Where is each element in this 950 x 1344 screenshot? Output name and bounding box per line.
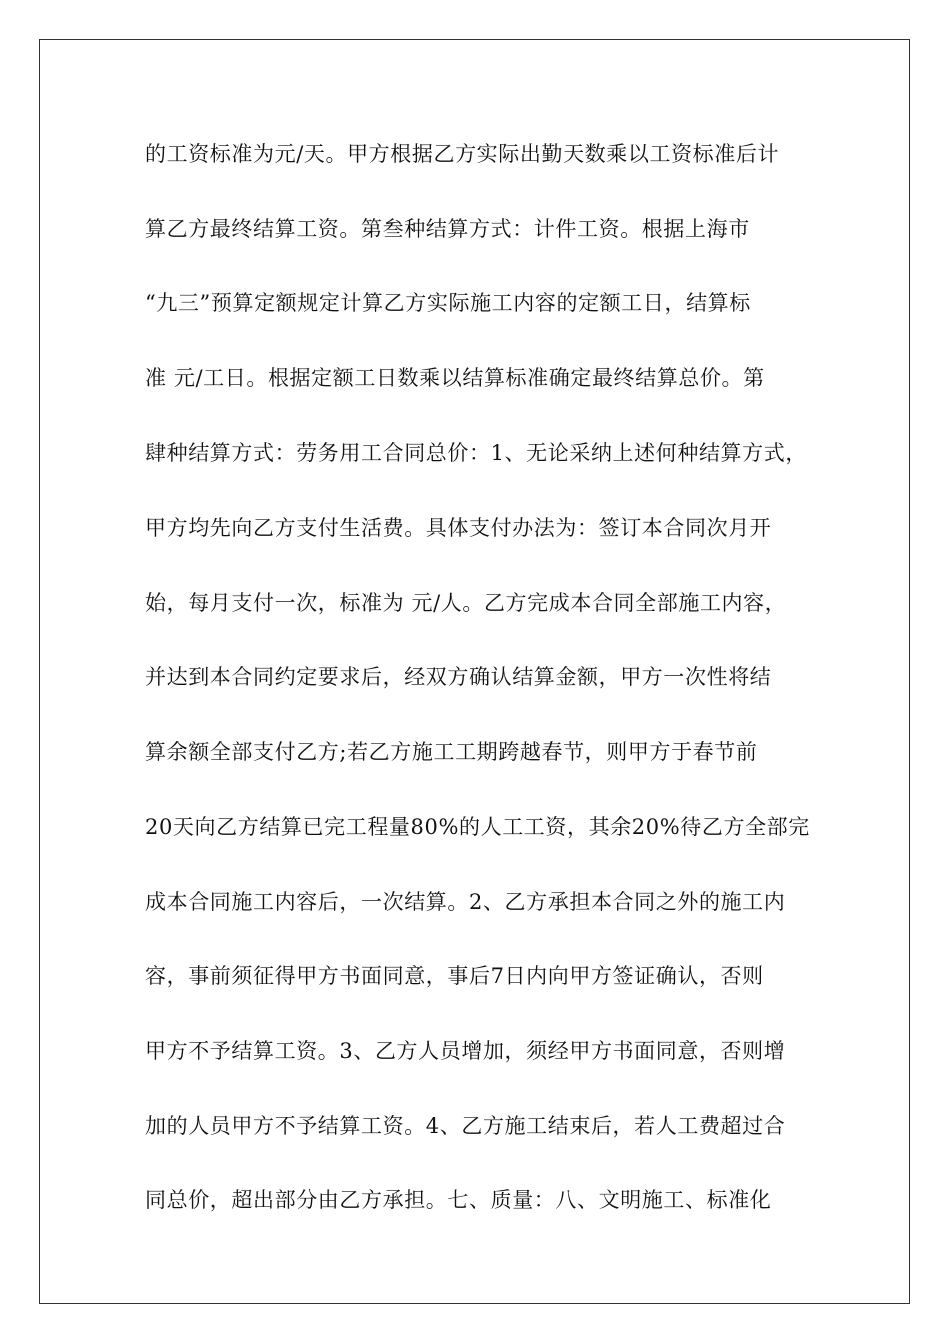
document-text-line: 容，事前须征得甲方书面同意，事后7日内向甲方签证确认，否则 xyxy=(145,964,764,988)
document-text-line: 始，每月支付一次，标准为 元/人。乙方完成本合同全部施工内容， xyxy=(145,591,787,615)
document-text-line: 加的人员甲方不予结算工资。4、乙方施工结束后，若人工费超过合 xyxy=(145,1114,786,1138)
document-text-line: “九三”预算定额规定计算乙方实际施工内容的定额工日，结算标 xyxy=(145,291,751,315)
document-text-line: 算乙方最终结算工资。第叁种结算方式：计件工资。根据上海市 xyxy=(145,217,750,241)
document-text-line: 甲方不予结算工资。3、乙方人员增加，须经甲方书面同意，否则增 xyxy=(145,1039,786,1063)
document-text-line: 同总价，超出部分由乙方承担。七、质量：八、文明施工、标准化 xyxy=(145,1188,772,1212)
document-text-line: 成本合同施工内容后，一次结算。2、乙方承担本合同之外的施工内 xyxy=(145,890,786,914)
document-text-line: 20天向乙方结算已完工程量80%的人工工资，其余20%待乙方全部完 xyxy=(145,815,810,839)
document-text-line: 甲方均先向乙方支付生活费。具体支付办法为：签订本合同次月开 xyxy=(145,516,772,540)
document-text-line: 算余额全部支付乙方;若乙方施工工期跨越春节，则甲方于春节前 xyxy=(145,740,758,764)
document-text-line: 肆种结算方式：劳务用工合同总价：1、无论采纳上述何种结算方式， xyxy=(145,441,807,465)
document-text-line: 准 元/工日。根据定额工日数乘以结算标准确定最终结算总价。第 xyxy=(145,366,765,390)
document-text-line: 并达到本合同约定要求后，经双方确认结算金额，甲方一次性将结 xyxy=(145,665,772,689)
document-text-line: 的工资标准为元/天。甲方根据乙方实际出勤天数乘以工资标准后计 xyxy=(145,142,780,166)
